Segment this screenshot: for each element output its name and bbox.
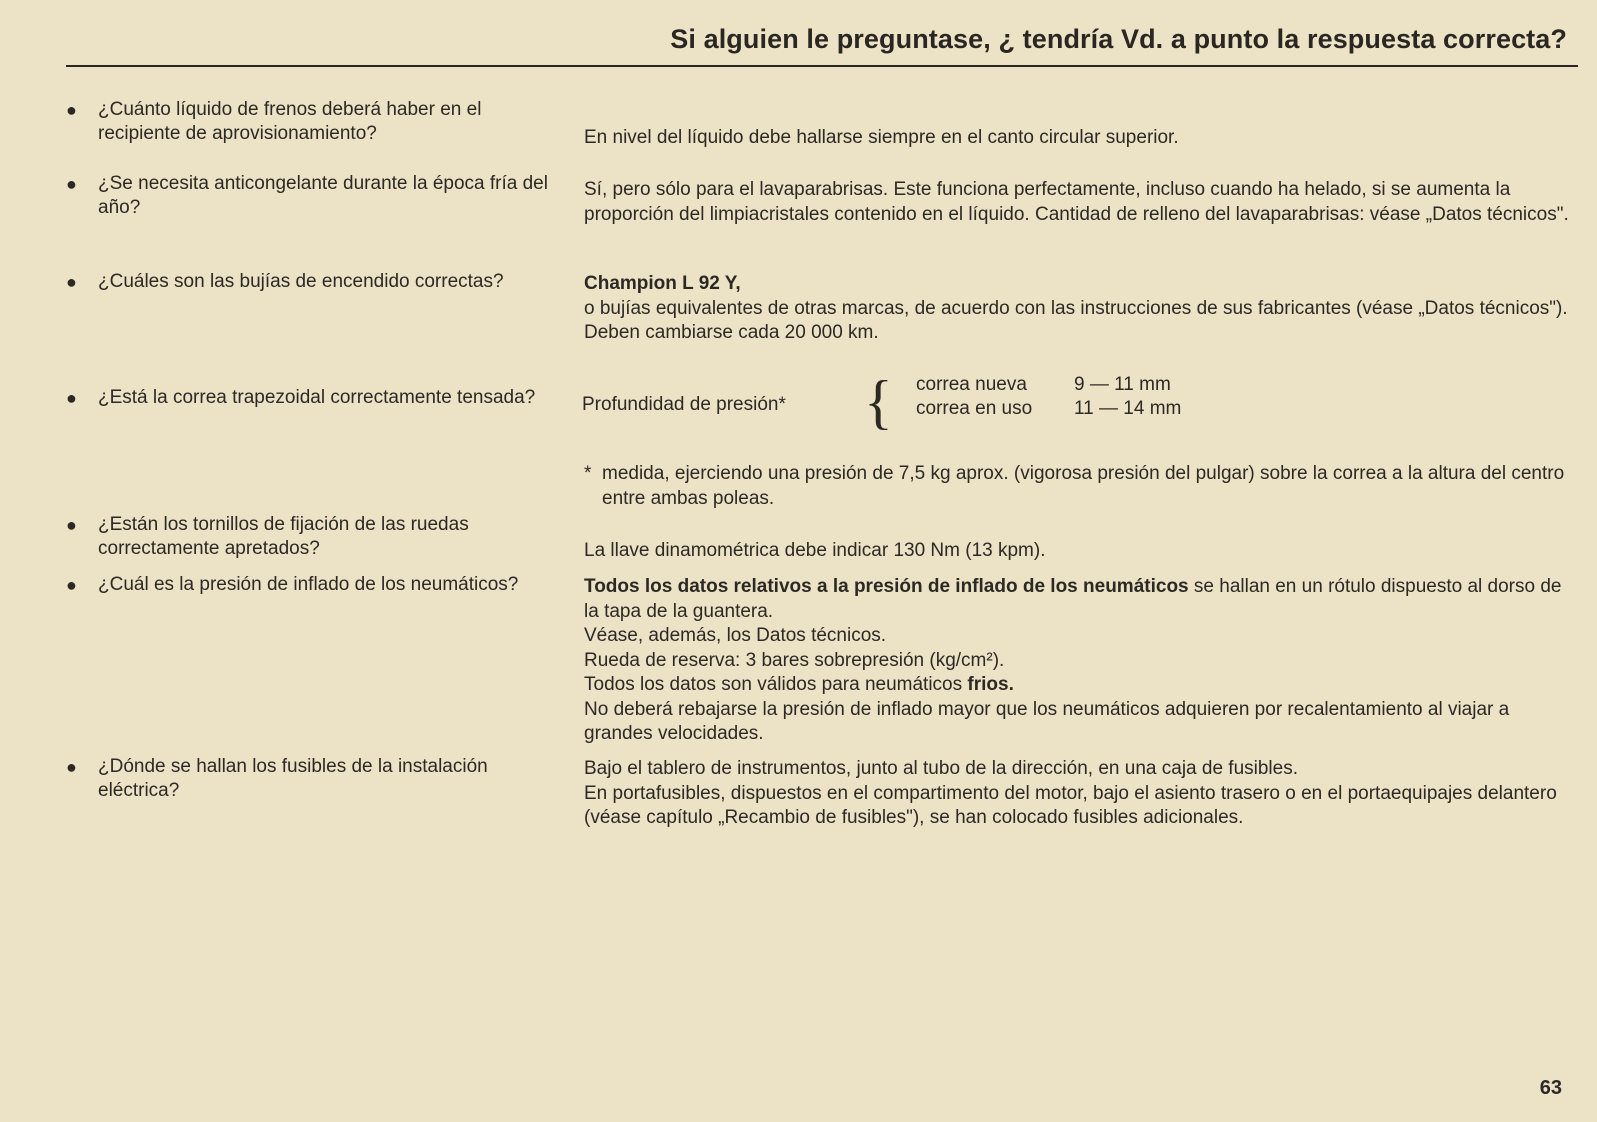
qa-question-wheel-bolts xyxy=(66,513,556,561)
bullet-icon: ● xyxy=(66,757,77,777)
answer-text: En portafusibles, dispuestos en el compartimento del motor, bajo el asiento trasero o en el portaequipajes delantero (véase capítulo „Recambio de fusibles"), se han colocado fusibles adicionales. xyxy=(584,782,1557,828)
page-title: Si alguien le preguntase, ¿ tendría Vd. a punto la respuesta correcta? xyxy=(670,24,1567,54)
answer-line xyxy=(584,698,1569,747)
bullet-icon: ● xyxy=(66,515,77,535)
answer-text: Bajo el tablero de instrumentos, junto al tubo de la dirección, en una caja de fusibles. xyxy=(584,758,1299,779)
qa-question-brake-fluid xyxy=(66,98,556,146)
answer-text: En nivel del líquido debe hallarse siempre en el canto circular superior. xyxy=(584,127,1179,148)
answer-text-bold: frios. xyxy=(967,674,1014,695)
page-number: 63 xyxy=(1539,1077,1562,1099)
answer-antifreeze xyxy=(584,178,1569,227)
answer-line xyxy=(584,539,1569,564)
qa-question-tyre-pressure xyxy=(66,573,556,597)
answer-text-bold: Todos los datos relativos a la presión de inflado de los neumáticos xyxy=(584,576,1189,597)
answer-line xyxy=(584,126,1569,151)
belt-tension-footnote xyxy=(584,462,1569,511)
answer-tyre-pressure xyxy=(584,575,1569,747)
belt-condition: correa nueva xyxy=(916,374,1027,395)
answer-line xyxy=(584,178,1569,227)
belt-condition: correa en uso xyxy=(916,398,1033,419)
question-text: ¿Se necesita anticongelante durante la época fría del año? xyxy=(98,173,548,218)
qa-question-fuses xyxy=(66,755,556,803)
bullet-icon: ● xyxy=(66,174,77,194)
answer-line xyxy=(584,624,1569,649)
answer-text: Sí, pero sólo para el lavaparabrisas. Este funciona perfectamente, incluso cuando ha helado, si se aumenta la proporción del limpiacristales contenido en el líquido. Cantidad de relleno del lavaparabrisas: véase „Datos técnicos". xyxy=(584,179,1569,225)
header-divider xyxy=(66,65,1578,67)
bullet-icon: ● xyxy=(66,272,77,292)
curly-brace-icon: { xyxy=(864,369,893,435)
footnote-marker: * xyxy=(584,463,592,484)
question-text: ¿Cuál es la presión de inflado de los neumáticos? xyxy=(98,574,519,595)
question-text: ¿Cuáles son las bujías de encendido correctas? xyxy=(98,271,504,292)
answer-wheel-bolts xyxy=(584,539,1569,564)
bullet-icon: ● xyxy=(66,100,77,120)
answer-text: o bujías equivalentes de otras marcas, de acuerdo con las instrucciones de sus fabricantes (véase „Datos técnicos"). Deben cambiarse cada 20 000 km. xyxy=(584,297,1568,343)
bullet-icon: ● xyxy=(66,388,77,408)
answer-brake-fluid xyxy=(584,126,1569,151)
question-text: ¿Está la correa trapezoidal correctamente tensada? xyxy=(98,387,536,408)
question-text: ¿Dónde se hallan los fusibles de la instalación eléctrica? xyxy=(98,756,488,801)
answer-text: No deberá rebajarse la presión de inflado mayor que los neumáticos adquieren por recalentamiento al viajar a grandes velocidades. xyxy=(584,698,1510,744)
question-text: ¿Están los tornillos de fijación de las ruedas correctamente apretados? xyxy=(98,514,469,559)
qa-question-spark-plugs xyxy=(66,270,556,294)
answer-line xyxy=(584,757,1569,782)
answer-line xyxy=(584,297,1569,346)
answer-fuses xyxy=(584,757,1569,831)
belt-depth-value: 11 — 14 mm xyxy=(1074,398,1182,419)
answer-line xyxy=(584,272,1569,297)
answer-text: La llave dinamométrica debe indicar 130 Nm (13 kpm). xyxy=(584,540,1046,561)
answer-text: se hallan en un rótulo dispuesto al dorso de la tapa de la guantera. xyxy=(584,576,1562,622)
answer-text: Rueda de reserva: 3 bares sobrepresión (kg/cm²). xyxy=(584,649,1005,671)
answer-line xyxy=(584,782,1569,831)
answer-text: Véase, además, los Datos técnicos. xyxy=(584,625,887,646)
question-text: ¿Cuánto líquido de frenos deberá haber en el recipiente de aprovisionamiento? xyxy=(98,99,482,144)
bullet-icon: ● xyxy=(66,575,77,595)
qa-question-v-belt xyxy=(66,386,556,410)
qa-question-antifreeze xyxy=(66,172,556,220)
belt-depth-value: 9 — 11 mm xyxy=(1074,374,1171,395)
answer-line xyxy=(584,649,1569,674)
belt-tension-label: Profundidad de presión* xyxy=(582,394,786,415)
answer-spark-plugs xyxy=(584,272,1569,346)
answer-text-bold: Champion L 92 Y, xyxy=(584,273,741,294)
answer-text: Todos los datos son válidos para neumáticos xyxy=(584,674,968,695)
answer-line xyxy=(584,575,1569,624)
answer-line xyxy=(584,673,1569,698)
footnote-text: medida, ejerciendo una presión de 7,5 kg aprox. (vigorosa presión del pulgar) sobre la correa a la altura del centro entre ambas poleas. xyxy=(602,463,1565,509)
